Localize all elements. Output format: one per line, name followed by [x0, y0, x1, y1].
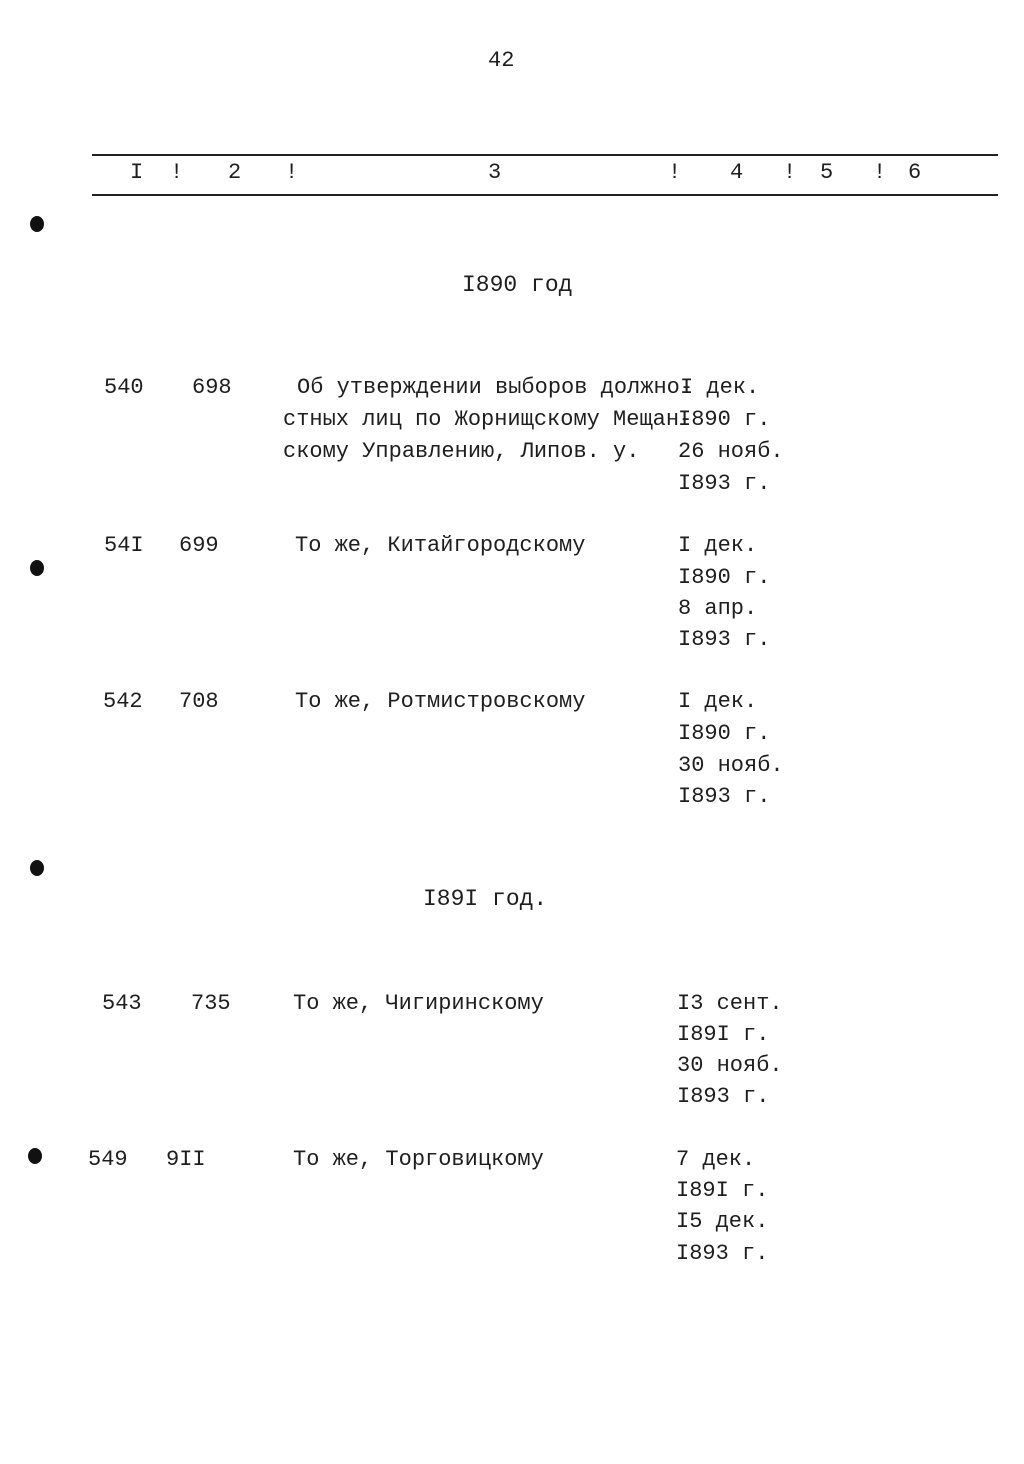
start-year: I89I г. [676, 1178, 769, 1203]
case-number: 698 [192, 375, 232, 400]
start-year: I89I г. [677, 1022, 770, 1047]
column-separator: ! [783, 160, 797, 185]
case-number: 699 [179, 533, 219, 558]
start-year: I890 г. [678, 407, 771, 432]
end-year: I893 г. [678, 471, 771, 496]
end-year: I893 г. [678, 784, 771, 809]
page-number: 42 [488, 48, 515, 73]
case-number: 735 [191, 991, 231, 1016]
column-header-5: 5 [820, 160, 834, 185]
section-year-heading: I890 год [462, 272, 573, 298]
end-date: 8 апр. [678, 596, 758, 621]
end-year: I893 г. [676, 1241, 769, 1266]
case-number: 708 [179, 689, 219, 714]
punch-hole-mark [28, 1148, 42, 1164]
entry-title-line: То же, Китайгородскому [295, 533, 586, 558]
end-date: 30 нояб. [677, 1053, 783, 1078]
start-date: 7 дек. [676, 1147, 756, 1172]
end-year: I893 г. [678, 627, 771, 652]
entry-title-line: То же, Чигиринскому [293, 991, 544, 1016]
column-header-6: 6 [908, 160, 922, 185]
start-date: I дек. [678, 689, 758, 714]
start-date: I3 сент. [677, 991, 783, 1016]
punch-hole-mark [30, 216, 44, 232]
section-year-heading: I89I год. [423, 886, 548, 912]
column-separator: ! [170, 160, 184, 185]
entry-title-line: Об утверждении выборов должно- [297, 375, 694, 400]
start-date: I дек. [680, 375, 760, 400]
column-separator: ! [668, 160, 682, 185]
end-date: I5 дек. [676, 1209, 769, 1234]
start-year: I890 г. [678, 565, 771, 590]
column-separator: ! [285, 160, 299, 185]
entry-title-line: скому Управлению, Липов. у. [283, 439, 640, 464]
entry-title-line: стных лиц по Жорнищскому Мещан- [283, 407, 693, 432]
item-number: 549 [88, 1147, 128, 1172]
header-bottom-rule [92, 194, 998, 196]
end-date: 30 нояб. [678, 753, 784, 778]
item-number: 542 [103, 689, 143, 714]
end-year: I893 г. [677, 1084, 770, 1109]
header-top-rule [92, 154, 998, 156]
item-number: 54I [104, 533, 144, 558]
item-number: 540 [104, 375, 144, 400]
column-header-3: 3 [488, 160, 502, 185]
start-year: I890 г. [678, 721, 771, 746]
punch-hole-mark [30, 560, 44, 576]
end-date: 26 нояб. [678, 439, 784, 464]
column-header-2: 2 [228, 160, 242, 185]
item-number: 543 [102, 991, 142, 1016]
entry-title-line: То же, Ротмистровскому [295, 689, 586, 714]
punch-hole-mark [30, 860, 44, 876]
case-number: 9II [166, 1147, 206, 1172]
column-header-4: 4 [730, 160, 744, 185]
start-date: I дек. [678, 533, 758, 558]
entry-title-line: То же, Торговицкому [293, 1147, 544, 1172]
column-header-1: I [130, 160, 144, 185]
column-separator: ! [873, 160, 887, 185]
